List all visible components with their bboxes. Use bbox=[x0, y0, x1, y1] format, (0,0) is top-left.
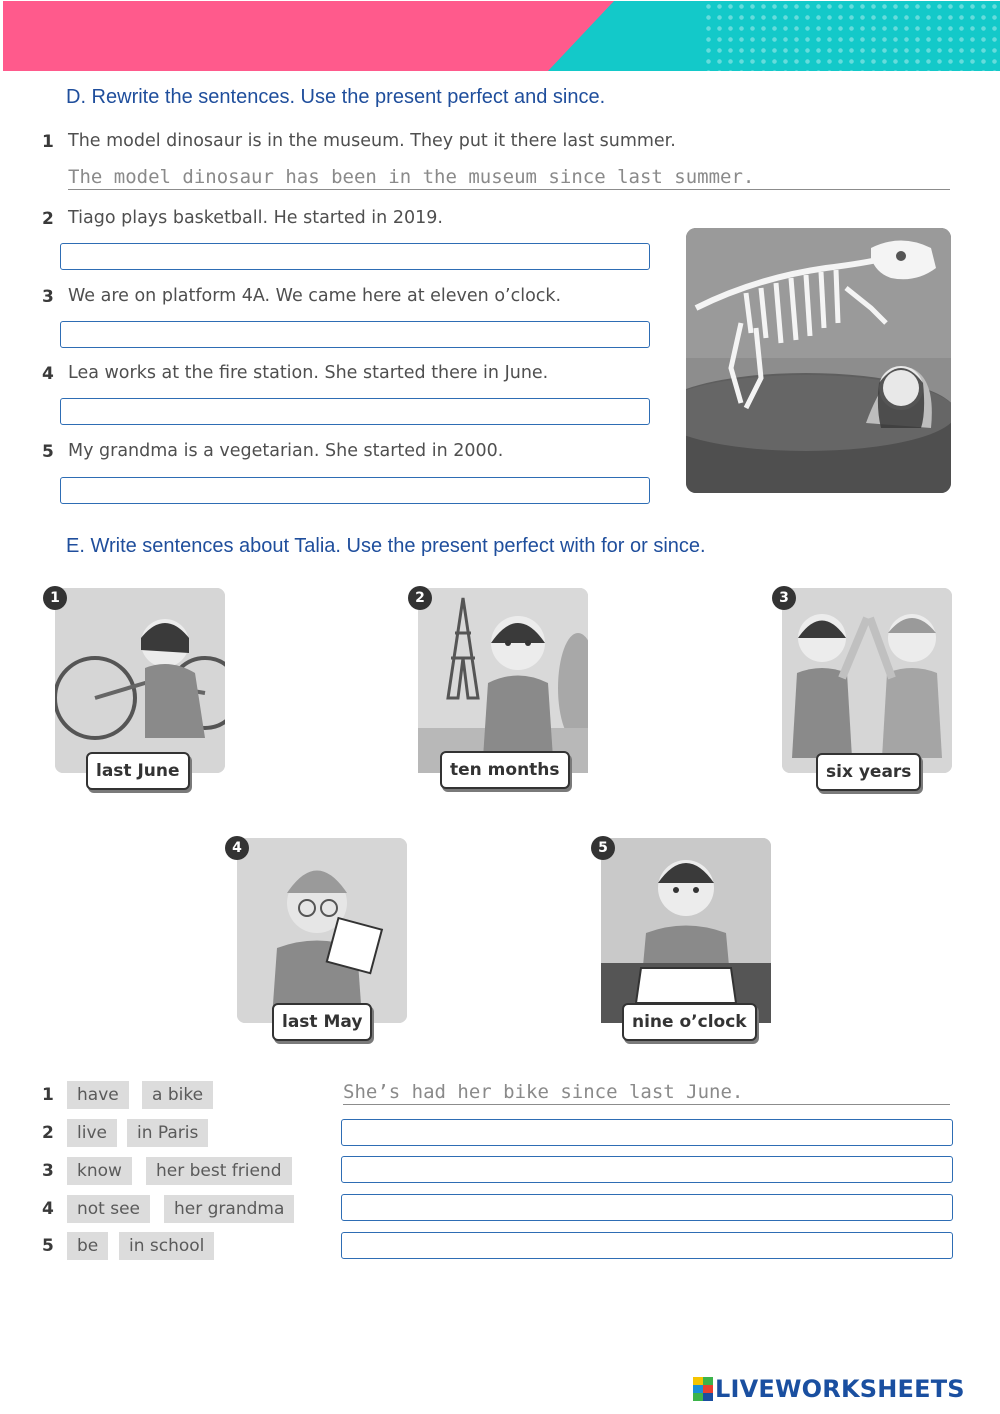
e-item-1-object: a bike bbox=[142, 1081, 213, 1109]
section-d-instruction: D. Rewrite the sentences. Use the present perfect and since. bbox=[66, 86, 606, 108]
d-item-3-answer-input[interactable] bbox=[60, 321, 650, 348]
e-item-1-number: 1 bbox=[42, 1085, 54, 1105]
e-item-2-number: 2 bbox=[42, 1123, 54, 1143]
e-item-4-object: her grandma bbox=[164, 1195, 294, 1223]
girls-high-five-illustration bbox=[782, 588, 952, 773]
picture-4 bbox=[232, 838, 407, 1032]
picture-1 bbox=[50, 588, 225, 781]
dinosaur-skeleton-illustration bbox=[686, 228, 951, 493]
picture-1-label: last June bbox=[86, 752, 190, 790]
e-item-5-answer-input[interactable] bbox=[341, 1232, 953, 1259]
e-item-3-number: 3 bbox=[42, 1161, 54, 1181]
picture-2-number-badge: 2 bbox=[408, 586, 432, 610]
header-banner bbox=[3, 1, 1000, 71]
girl-with-bike-illustration bbox=[55, 588, 225, 773]
e-item-3-object: her best friend bbox=[146, 1157, 292, 1185]
e-item-3-answer-input[interactable] bbox=[341, 1156, 953, 1183]
d-item-3-text: We are on platform 4A. We came here at eleven o’clock. bbox=[68, 286, 562, 306]
banner-dot-pattern bbox=[703, 1, 1000, 71]
picture-5-label: nine o’clock bbox=[622, 1003, 757, 1041]
picture-1-number-badge: 1 bbox=[43, 586, 67, 610]
e-item-4-answer-input[interactable] bbox=[341, 1194, 953, 1221]
e-item-5-number: 5 bbox=[42, 1236, 54, 1256]
picture-3 bbox=[779, 588, 952, 782]
d-item-2-number: 2 bbox=[42, 209, 54, 229]
d-item-4-number: 4 bbox=[42, 364, 54, 384]
e-item-4-number: 4 bbox=[42, 1199, 54, 1219]
grandma-with-photo-illustration bbox=[237, 838, 407, 1023]
e-item-2-object: in Paris bbox=[127, 1119, 208, 1147]
d-item-5-number: 5 bbox=[42, 442, 54, 462]
d-item-2-answer-input[interactable] bbox=[60, 243, 650, 270]
liveworksheets-logo-icon bbox=[693, 1377, 713, 1401]
picture-5-number-badge: 5 bbox=[591, 836, 615, 860]
section-e-instruction: E. Write sentences about Talia. Use the present perfect with for or since. bbox=[66, 535, 706, 557]
dinosaur-museum-image bbox=[686, 228, 951, 493]
d-item-4-answer-input[interactable] bbox=[60, 398, 650, 425]
d-item-1-number: 1 bbox=[42, 132, 54, 152]
picture-3-number-badge: 3 bbox=[772, 586, 796, 610]
picture-4-number-badge: 4 bbox=[225, 836, 249, 860]
d-item-4-text: Lea works at the fire station. She started there in June. bbox=[68, 363, 549, 383]
d-item-2-text: Tiago plays basketball. He started in 2019. bbox=[68, 208, 443, 228]
liveworksheets-logo-text: LIVEWORKSHEETS bbox=[715, 1375, 965, 1403]
e-item-2-answer-input[interactable] bbox=[341, 1119, 953, 1146]
e-item-3-verb: know bbox=[67, 1157, 132, 1185]
e-item-5-object: in school bbox=[119, 1232, 214, 1260]
e-item-1-example-answer: She’s had her bike since last June. bbox=[343, 1081, 950, 1105]
d-item-5-answer-input[interactable] bbox=[60, 477, 650, 504]
girl-in-paris-illustration bbox=[418, 588, 588, 773]
d-item-1-text: The model dinosaur is in the museum. They put it there last summer. bbox=[68, 131, 676, 151]
picture-2 bbox=[415, 588, 588, 780]
picture-5 bbox=[598, 838, 771, 1032]
picture-4-label: last May bbox=[272, 1003, 372, 1041]
d-item-1-example-answer: The model dinosaur has been in the museum since last summer. bbox=[68, 166, 950, 190]
e-item-1-verb: have bbox=[67, 1081, 129, 1109]
girl-writing-in-school-illustration bbox=[601, 838, 771, 1023]
picture-2-label: ten months bbox=[440, 751, 570, 789]
e-item-5-verb: be bbox=[67, 1232, 108, 1260]
liveworksheets-logo bbox=[693, 1374, 965, 1404]
d-item-3-number: 3 bbox=[42, 287, 54, 307]
d-item-5-text: My grandma is a vegetarian. She started in 2000. bbox=[68, 441, 504, 461]
e-item-2-verb: live bbox=[67, 1119, 117, 1147]
picture-3-label: six years bbox=[816, 753, 921, 791]
e-item-4-verb: not see bbox=[67, 1195, 150, 1223]
